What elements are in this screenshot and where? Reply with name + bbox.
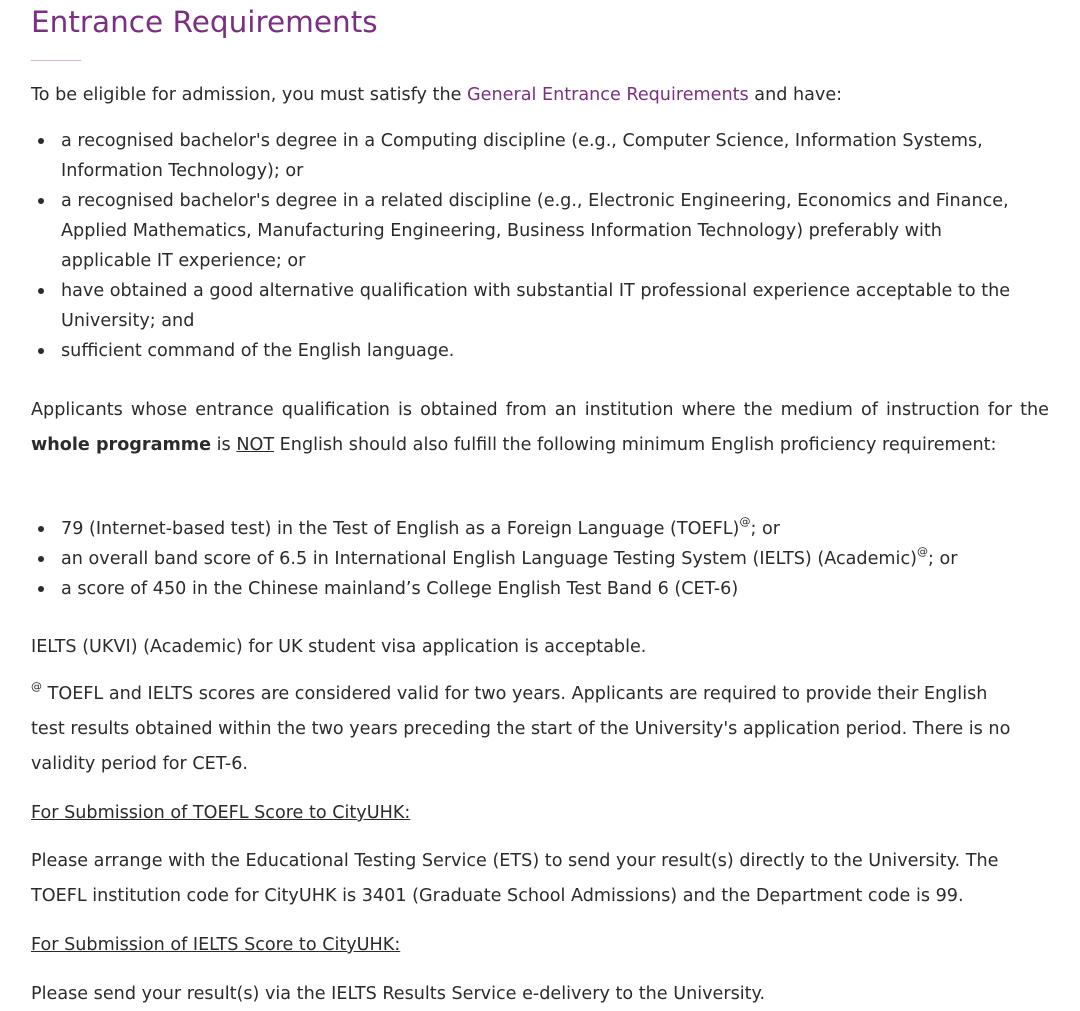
- toefl-line: TOEFL institution code for CityUHK is 3401 (Graduate School Admissions) and the Department code is 99.: [31, 886, 964, 906]
- footnote-marker: @: [916, 545, 928, 559]
- list-item: [31, 126, 1049, 186]
- validity-line: test results obtained within the two years preceding the start of the University's application period. There is no: [31, 719, 1011, 739]
- english-tests-list: [31, 514, 1049, 604]
- general-entrance-requirements-link[interactable]: General Entrance Requirements: [467, 85, 749, 105]
- validity-note: [31, 677, 1049, 782]
- footnote-marker: @: [739, 515, 751, 529]
- list-item-tail: ; or: [927, 549, 958, 569]
- intro-paragraph: [31, 80, 842, 110]
- validity-line: TOEFL and IELTS scores are considered valid for two years. Applicants are required to provide their English: [42, 684, 988, 704]
- not-emphasis: NOT: [236, 434, 275, 455]
- list-item-line: sufficient command of the English language.: [61, 341, 455, 361]
- toefl-submission-heading[interactable]: For Submission of TOEFL Score to CityUHK:: [31, 803, 411, 823]
- english-requirement-paragraph: [31, 393, 1049, 462]
- ukvi-note: IELTS (UKVI) (Academic) for UK student visa application is acceptable.: [31, 637, 647, 657]
- toefl-requirement: 79 (Internet-based test) in the Test of English as a Foreign Language (TOEFL): [61, 519, 740, 539]
- list-item: [31, 514, 1049, 544]
- english-text-part1: Applicants whose entrance qualification is obtained from an institution where the medium of instruction for the: [31, 400, 1049, 420]
- list-item: [31, 336, 1049, 366]
- ielts-submission-heading[interactable]: For Submission of IELTS Score to CityUHK:: [31, 935, 401, 955]
- cet6-requirement: a score of 450 in the Chinese mainland’s College English Test Band 6 (CET-6): [61, 579, 739, 599]
- english-text-part3: English should also fulfill the following minimum English proficiency requirement:: [274, 434, 997, 455]
- list-item-line: applicable IT experience; or: [61, 251, 306, 271]
- list-item-line: Applied Mathematics, Manufacturing Engineering, Business Information Technology) preferably with: [61, 221, 942, 241]
- page-title: Entrance Requirements: [31, 5, 378, 39]
- ielts-requirement: an overall band score of 6.5 in International English Language Testing System (IELTS) (Academic): [61, 549, 917, 569]
- list-item: [31, 574, 1049, 604]
- whole-programme-emphasis: whole programme: [31, 434, 212, 455]
- list-item: [31, 276, 1049, 336]
- list-item-line: have obtained a good alternative qualification with substantial IT professional experience acceptable to the: [61, 281, 1011, 301]
- english-text-part2: is: [211, 434, 237, 455]
- requirements-list: [31, 126, 1049, 366]
- list-item-line: Information Technology); or: [61, 161, 304, 181]
- intro-suffix: and have:: [748, 85, 843, 105]
- list-item-line: a recognised bachelor's degree in a related discipline (e.g., Electronic Engineering, Economics and Finance,: [61, 191, 1009, 211]
- list-item: [31, 544, 1049, 574]
- toefl-line: Please arrange with the Educational Testing Service (ETS) to send your result(s) directly to the University. The: [31, 851, 999, 871]
- list-item-line: University; and: [61, 311, 195, 331]
- list-item: [31, 186, 1049, 276]
- footnote-marker: @: [31, 680, 42, 694]
- ielts-submission-text: Please send your result(s) via the IELTS Results Service e-delivery to the University.: [31, 984, 766, 1004]
- intro-prefix: To be eligible for admission, you must satisfy the: [31, 85, 468, 105]
- list-item-line: a recognised bachelor's degree in a Computing discipline (e.g., Computer Science, Information Systems,: [61, 131, 983, 151]
- list-item-tail: ; or: [750, 519, 780, 539]
- title-divider: [31, 60, 81, 61]
- validity-line: validity period for CET-6.: [31, 754, 249, 774]
- toefl-submission-text: [31, 844, 1049, 914]
